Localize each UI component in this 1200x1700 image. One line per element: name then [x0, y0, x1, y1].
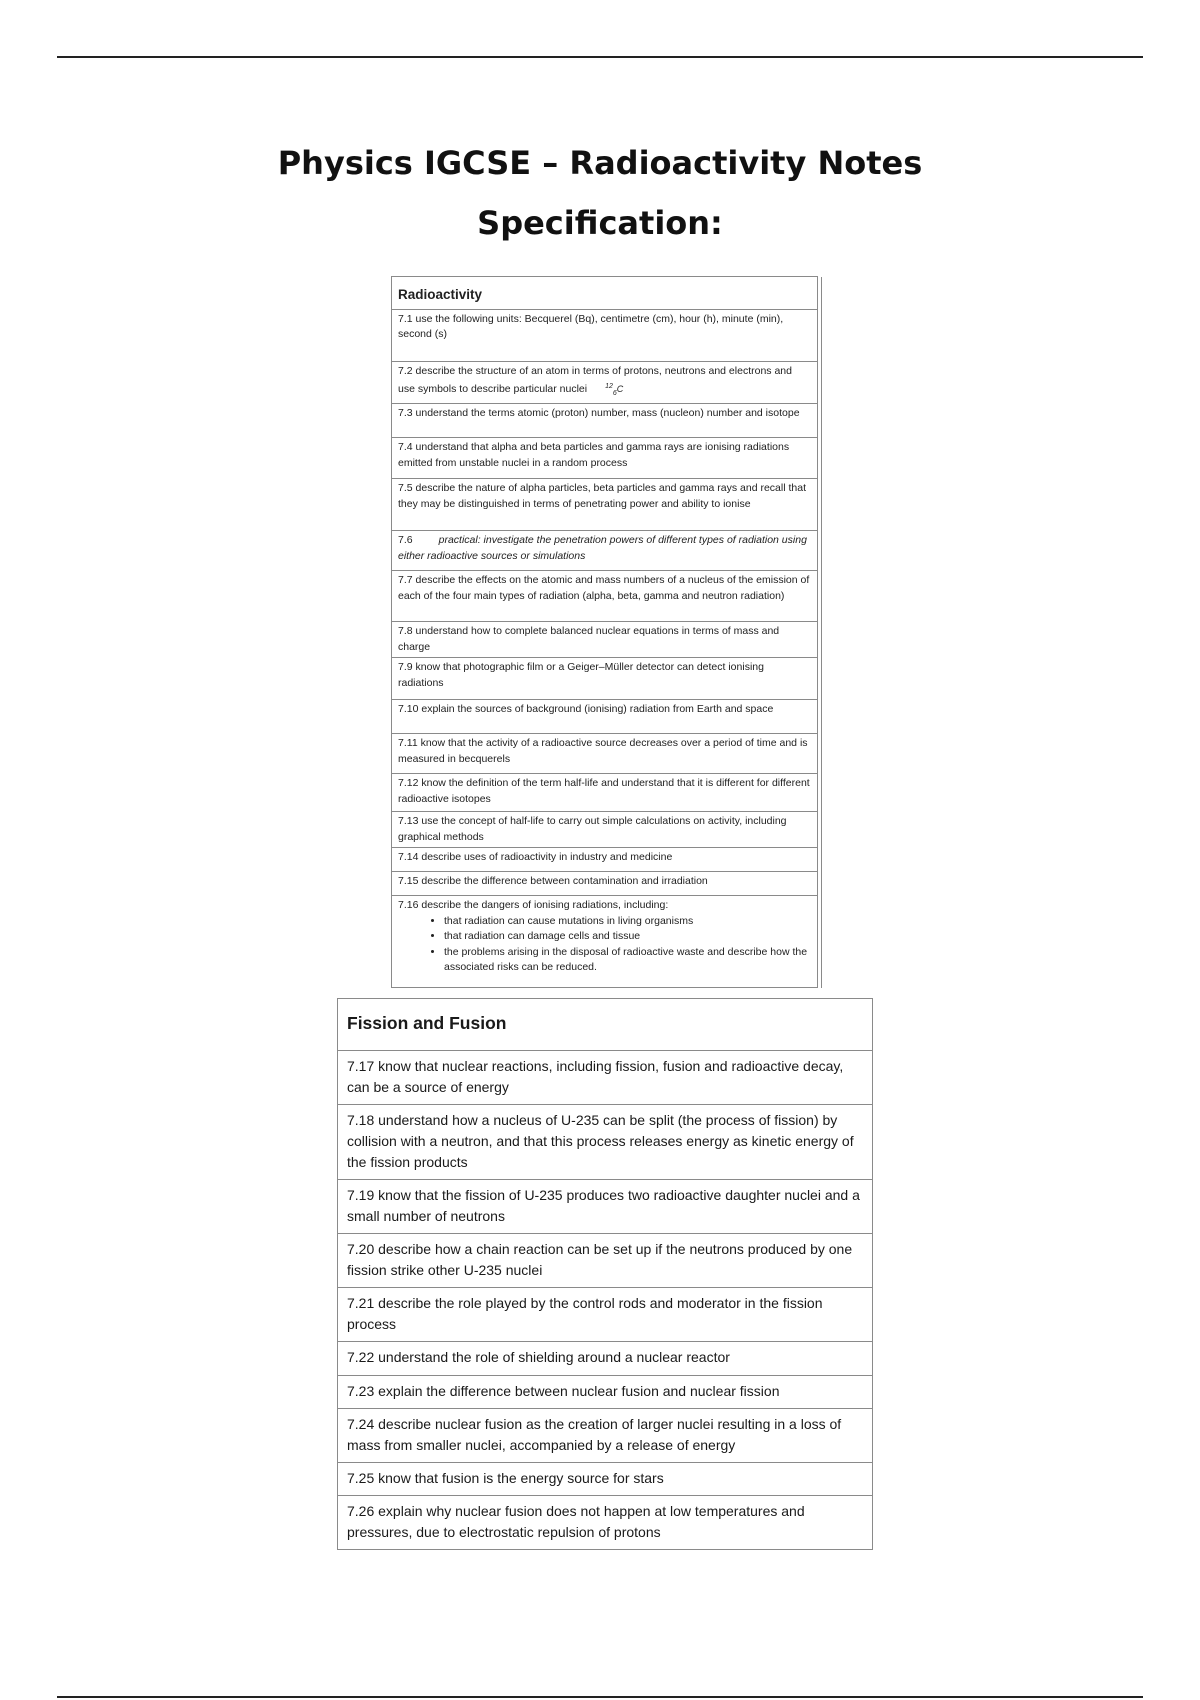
spec-item: 7.25 know that fusion is the energy source for stars [347, 1470, 664, 1486]
page-subtitle: Specification: [477, 204, 723, 242]
table-heading: Fission and Fusion [347, 1013, 507, 1033]
table-heading: Radioactivity [398, 287, 483, 302]
spec-item: 7.14 describe uses of radioactivity in industry and medicine [398, 851, 673, 864]
spec-item: 7.18 understand how a nucleus of U-235 can be split (the process of fission) by collision with a neutron, and that this process releases energy as kinetic energy of the fission products [347, 1112, 854, 1170]
top-rule [57, 56, 1143, 58]
spec-item: 7.2 describe the structure of an atom in terms of protons, neutrons and electrons and use symbols to describe particular nuclei $^{12}_6$C [398, 364, 792, 397]
spec-item: 7.8 understand how to complete balanced nuclear equations in terms of mass and charge [398, 625, 780, 653]
spec-item: 7.23 explain the difference between nuclear fusion and nuclear fission [347, 1383, 780, 1399]
spec-item: 7.17 know that nuclear reactions, including fission, fusion and radioactive decay, can be a source of energy [347, 1058, 844, 1095]
carbon-nuclide-symbol: $^{12}_6$C [605, 383, 624, 397]
page-title: Physics IGCSE – Radioactivity Notes [277, 144, 923, 182]
spec-item: 7.5 describe the nature of alpha particles, beta particles and gamma rays and recall that they may be distinguished in terms of penetrating power and ability to ionise [398, 482, 806, 510]
fission-fusion-spec-table [337, 998, 873, 1550]
list-item: • that radiation can cause mutations in living organisms [444, 914, 811, 930]
list-item: • that radiation can damage cells and tissue [444, 929, 811, 945]
spec-item: 7.10 explain the sources of background (ionising) radiation from Earth and space [398, 703, 774, 716]
spec-item: 7.19 know that the fission of U-235 produces two radioactive daughter nuclei and a small number of neutrons [347, 1187, 860, 1224]
spec-item-dangers: 7.16 describe the dangers of ionising radiations, including: • that radiation can cause mutations in living organisms • that radiation can damage cells and tissue • the problems arising in the disposal of radioactive waste and describe how the associated risks can be reduced. [392, 896, 817, 978]
spec-item: 7.13 use the concept of half-life to carry out simple calculations on activity, including graphical methods [398, 815, 787, 843]
spec-item: 7.26 explain why nuclear fusion does not happen at low temperatures and pressures, due to electrostatic repulsion of protons [347, 1503, 805, 1540]
spec-item: 7.3 understand the terms atomic (proton) number, mass (nucleon) number and isotope [398, 407, 800, 420]
bottom-rule [57, 1696, 1143, 1698]
spec-item: 7.15 describe the difference between contamination and irradiation [398, 875, 708, 888]
dangers-list [398, 914, 811, 976]
spec-item: 7.20 describe how a chain reaction can be set up if the neutrons produced by one fission strike other U-235 nuclei [347, 1241, 853, 1278]
list-item: • the problems arising in the disposal of radioactive waste and describe how the associated risks can be reduced. [444, 945, 811, 976]
spec-item: 7.1 use the following units: Becquerel (Bq), centimetre (cm), hour (h), minute (min), second (s) [398, 312, 784, 340]
spec-item: 7.24 describe nuclear fusion as the creation of larger nuclei resulting in a loss of mass from smaller nuclei, accompanied by a release of energy [347, 1416, 842, 1453]
spec-item: 7.4 understand that alpha and beta particles and gamma rays are ionising radiations emitted from unstable nuclei in a random process [398, 441, 790, 469]
spec-item: 7.9 know that photographic film or a Geiger–Müller detector can detect ionising radiations [398, 661, 764, 689]
radioactivity-spec-table [391, 276, 822, 988]
spec-item: 7.7 describe the effects on the atomic and mass numbers of a nucleus of the emission of each of the four main types of radiation (alpha, beta, gamma and neutron radiation) [398, 574, 810, 602]
spec-item: 7.12 know the definition of the term half-life and understand that it is different for different radioactive isotopes [398, 777, 810, 805]
spec-item: 7.21 describe the role played by the control rods and moderator in the fission process [347, 1295, 823, 1332]
spec-item: 7.11 know that the activity of a radioactive source decreases over a period of time and is measured in becquerels [398, 737, 808, 765]
spec-item-practical: 7.6 practical: investigate the penetration powers of different types of radiation using either radioactive sources or simulations [398, 534, 807, 562]
spec-item: 7.22 understand the role of shielding around a nuclear reactor [347, 1349, 730, 1365]
